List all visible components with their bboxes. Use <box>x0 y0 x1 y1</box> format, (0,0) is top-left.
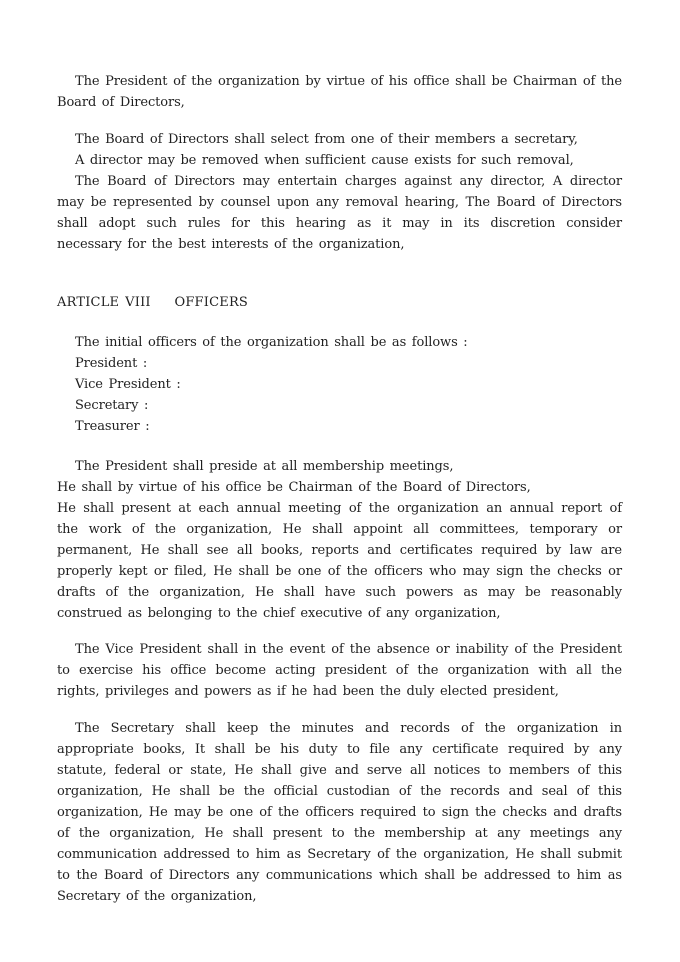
paragraph-initial-officers-intro: The initial officers of the organization shall be as follows : <box>75 335 468 350</box>
paragraph-president-chairman-of-board: The President of the organization by virtue of his office shall be Chairman of the Board of Directors, <box>57 74 622 110</box>
paragraph-vice-president-duties: The Vice President shall in the event of the absence or inability of the President to exercise his office become acting president of the organization with all the rights, privileges and powers as if he had been the duly elected president, <box>57 642 622 699</box>
paragraph-president-preside: The President shall preside at all membership meetings, <box>75 459 454 474</box>
paragraph-president-virtue-chairman: He shall by virtue of his office be Chairman of the Board of Directors, <box>57 480 531 495</box>
paragraph-secretary-duties: The Secretary shall keep the minutes and records of the organization in appropriate books, It shall be his duty to file any certificate required by any statute, federal or state, He shall give and serve all notices to members of this organization, He shall be the official custodian of the records and seal of this organization, He may be one of the officers required to sign the checks and drafts of the organization, He shall present to the membership at any meetings any communication addressed to him as Secretary of the organization, He shall submit to the Board of Directors any communications which shall be addressed to him as Secretary of the organization, <box>57 721 622 904</box>
officer-line-president: President : <box>75 356 148 371</box>
paragraph-director-removal: A director may be removed when sufficient cause exists for such removal, <box>75 153 574 168</box>
officer-line-secretary: Secretary : <box>75 398 149 413</box>
article-viii-heading: ARTICLE VIII OFFICERS <box>57 295 249 310</box>
paragraph-board-entertain-charges: The Board of Directors may entertain charges against any director, A director may be represented by counsel upon any removal hearing, The Board of Directors shall adopt such rules for this hearing as it may in its discretion consider necessary for the best interests of the organization, <box>57 174 622 252</box>
paragraph-board-select-secretary: The Board of Directors shall select from one of their members a secretary, <box>75 132 578 147</box>
paragraph-president-duties: He shall present at each annual meeting of the organization an annual report of the work of the organization, He shall appoint all committees, temporary or permanent, He shall see all books, reports and certificates required by law are properly kept or filed, He shall be one of the officers who may sign the checks or drafts of the organization, He shall have such powers as may be reasonably construed as belonging to the chief executive of any organization, <box>57 501 622 621</box>
officer-line-treasurer: Treasurer : <box>75 419 150 434</box>
officer-line-vice-president: Vice President : <box>75 377 181 392</box>
